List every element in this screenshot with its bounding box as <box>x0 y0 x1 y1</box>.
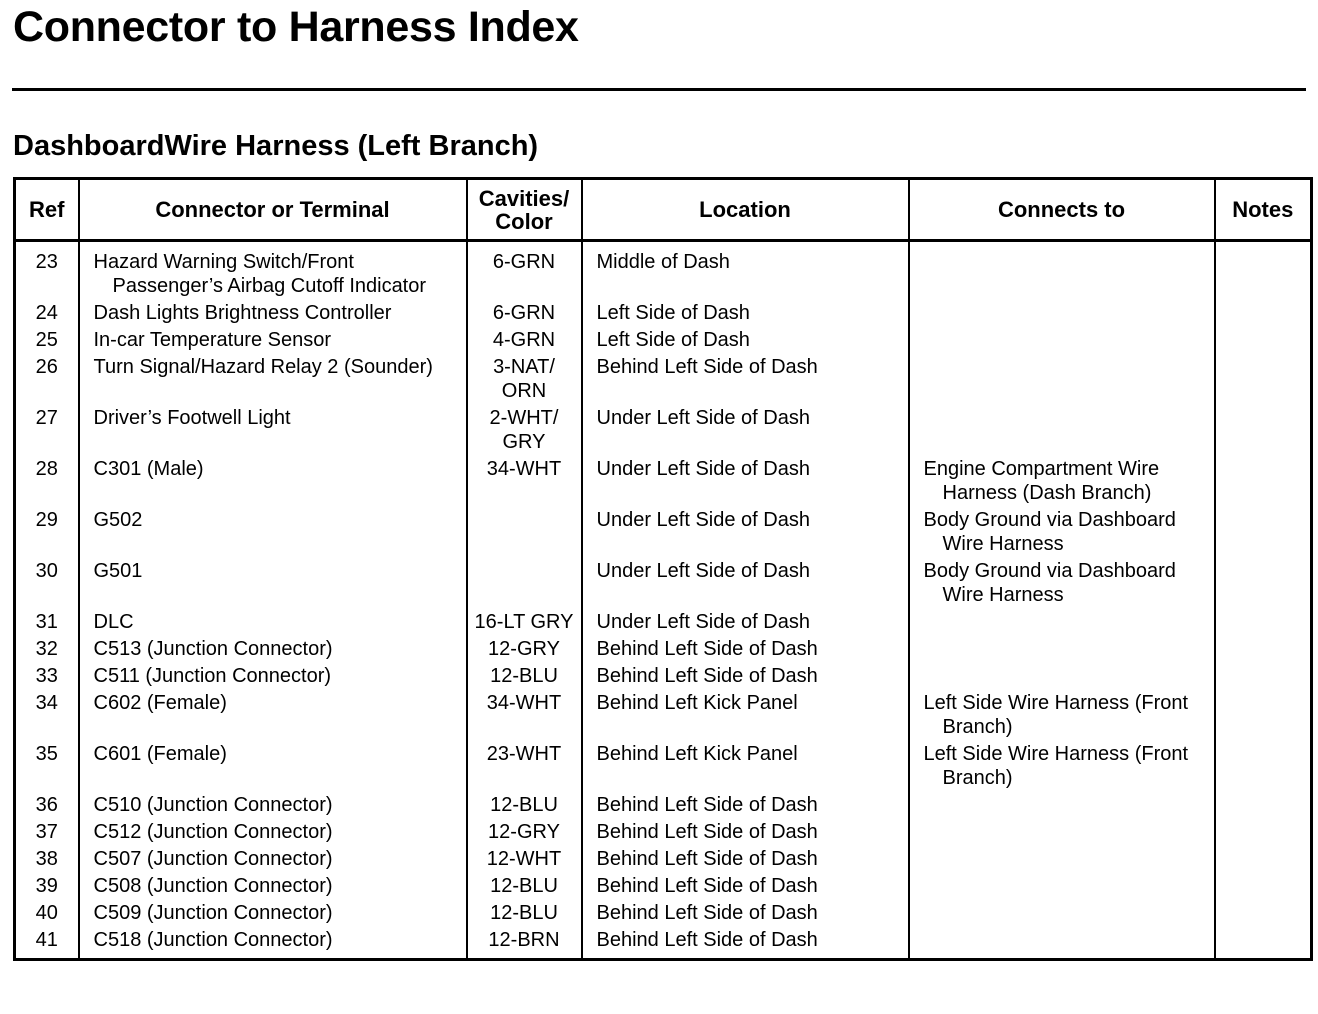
header-location: Location <box>582 179 909 241</box>
cell-notes <box>1215 874 1312 901</box>
cell-cavities <box>467 406 582 457</box>
header-notes: Notes <box>1215 179 1312 241</box>
cell-connector-text: Turn Signal/Hazard Relay 2 (Sounder) <box>93 356 433 378</box>
cell-connects-to-text: Body Ground via Dashboard Wire Harness <box>923 560 1176 606</box>
cell-connector-text: C511 (Junction Connector) <box>93 665 332 687</box>
table-row <box>15 691 1312 742</box>
cell-cavities <box>467 793 582 820</box>
cell-ref <box>15 928 79 960</box>
cell-connects-to <box>909 328 1215 355</box>
cell-connects-to <box>909 847 1215 874</box>
cell-connector <box>79 301 467 328</box>
cell-connects-to <box>909 355 1215 406</box>
cell-connects-to <box>909 637 1215 664</box>
cell-location <box>582 874 909 901</box>
cell-cavities-text: 12-GRY <box>488 821 560 843</box>
cell-connector <box>79 355 467 406</box>
table-row <box>15 457 1312 508</box>
cell-location <box>582 637 909 664</box>
section-title: DashboardWire Harness (Left Branch) <box>13 130 539 162</box>
cell-connector <box>79 328 467 355</box>
cell-cavities <box>467 928 582 960</box>
cell-connector <box>79 610 467 637</box>
cell-cavities-text: 6-GRN <box>492 302 556 324</box>
cell-location-text: Under Left Side of Dash <box>596 407 810 429</box>
cell-location <box>582 457 909 508</box>
cell-notes <box>1215 820 1312 847</box>
cell-location-text: Left Side of Dash <box>596 329 750 351</box>
cell-connector <box>79 901 467 928</box>
cell-cavities <box>467 610 582 637</box>
cell-cavities-text: 12-BRN <box>488 929 560 951</box>
cell-ref-text: 32 <box>35 638 58 660</box>
cell-location <box>582 301 909 328</box>
cell-notes <box>1215 241 1312 302</box>
cell-connector-text: G502 <box>93 509 143 531</box>
header-cavities <box>467 179 582 241</box>
cell-location-text: Behind Left Side of Dash <box>596 875 818 897</box>
cell-cavities <box>467 664 582 691</box>
cell-ref <box>15 406 79 457</box>
cell-connector-text: C508 (Junction Connector) <box>93 875 333 897</box>
cell-location <box>582 406 909 457</box>
table-header-row <box>15 179 1312 241</box>
cell-cavities-text: 6-GRN <box>492 251 556 273</box>
cell-location-text: Middle of Dash <box>596 251 730 273</box>
cell-cavities <box>467 301 582 328</box>
page-title: Connector to Harness Index <box>13 3 579 51</box>
cell-notes <box>1215 637 1312 664</box>
cell-cavities-text: 34-WHT <box>486 458 562 480</box>
cell-connects-to <box>909 301 1215 328</box>
cell-cavities <box>467 328 582 355</box>
cell-notes <box>1215 691 1312 742</box>
cell-location-text: Behind Left Side of Dash <box>596 821 818 843</box>
cell-location <box>582 691 909 742</box>
cell-cavities <box>467 457 582 508</box>
cell-ref-text: 28 <box>35 458 58 480</box>
cell-connects-to-text: Body Ground via Dashboard Wire Harness <box>923 509 1176 555</box>
cell-connects-to <box>909 820 1215 847</box>
cell-location <box>582 241 909 302</box>
cell-connector-text: Driver’s Footwell Light <box>93 407 291 429</box>
cell-ref <box>15 742 79 793</box>
cell-connects-to <box>909 874 1215 901</box>
cell-connector <box>79 691 467 742</box>
cell-connects-to <box>909 406 1215 457</box>
cell-ref <box>15 847 79 874</box>
cell-notes <box>1215 742 1312 793</box>
cell-location-text: Under Left Side of Dash <box>596 611 810 633</box>
cell-ref <box>15 508 79 559</box>
cell-location <box>582 742 909 793</box>
cell-ref-text: 24 <box>35 302 58 324</box>
cell-notes <box>1215 355 1312 406</box>
cell-location <box>582 508 909 559</box>
cell-location-text: Left Side of Dash <box>596 302 750 324</box>
cell-connector <box>79 793 467 820</box>
cell-ref <box>15 457 79 508</box>
cell-location <box>582 664 909 691</box>
cell-ref <box>15 901 79 928</box>
cell-ref-text: 37 <box>35 821 58 843</box>
cell-notes <box>1215 610 1312 637</box>
cell-cavities-text: 12-BLU <box>490 665 558 687</box>
cell-ref <box>15 355 79 406</box>
cell-cavities-text: 12-BLU <box>490 902 558 924</box>
cell-connects-to <box>909 901 1215 928</box>
table-row <box>15 406 1312 457</box>
cell-ref <box>15 241 79 302</box>
cell-cavities-text: 34-WHT <box>486 692 562 714</box>
table-row <box>15 874 1312 901</box>
cell-connector-text: C301 (Male) <box>93 458 204 480</box>
cell-cavities-text: 2-WHT/ GRY <box>489 407 559 453</box>
cell-connector-text: G501 <box>93 560 143 582</box>
cell-connector-text: C601 (Female) <box>93 743 227 765</box>
cell-connects-to <box>909 691 1215 742</box>
cell-ref-text: 34 <box>35 692 58 714</box>
cell-ref-text: 30 <box>35 560 58 582</box>
table-row <box>15 793 1312 820</box>
cell-location-text: Behind Left Side of Dash <box>596 794 818 816</box>
cell-ref-text: 33 <box>35 665 58 687</box>
header-connector: Connector or Terminal <box>79 179 467 241</box>
cell-ref-text: 29 <box>35 509 58 531</box>
cell-cavities-text: 4-GRN <box>492 329 556 351</box>
cell-cavities <box>467 508 582 559</box>
cell-cavities <box>467 691 582 742</box>
cell-ref <box>15 559 79 610</box>
cell-ref-text: 31 <box>35 611 58 633</box>
cell-connector-text: Hazard Warning Switch/Front Passenger’s Airbag Cutoff Indicator <box>93 251 427 297</box>
cell-connects-to <box>909 742 1215 793</box>
table-body <box>15 241 1312 960</box>
cell-connector-text: C513 (Junction Connector) <box>93 638 333 660</box>
cell-connects-to-text: Left Side Wire Harness (Front Branch) <box>923 743 1189 789</box>
cell-location-text: Behind Left Kick Panel <box>596 692 798 714</box>
cell-location-text: Under Left Side of Dash <box>596 509 810 531</box>
cell-connects-to <box>909 457 1215 508</box>
cell-connects-to-text: Left Side Wire Harness (Front Branch) <box>923 692 1189 738</box>
title-divider <box>12 88 1306 91</box>
cell-cavities-text: 3-NAT/ ORN <box>493 356 555 402</box>
cell-location-text: Behind Left Side of Dash <box>596 929 818 951</box>
table-row <box>15 355 1312 406</box>
cell-ref-text: 39 <box>35 875 58 897</box>
cell-connects-to <box>909 508 1215 559</box>
table-row <box>15 847 1312 874</box>
cell-connector-text: Dash Lights Brightness Controller <box>93 302 392 324</box>
table-row <box>15 508 1312 559</box>
cell-location-text: Behind Left Side of Dash <box>596 638 818 660</box>
cell-cavities <box>467 820 582 847</box>
cell-location-text: Behind Left Side of Dash <box>596 665 818 687</box>
cell-connects-to <box>909 241 1215 302</box>
table-row <box>15 610 1312 637</box>
cell-location <box>582 559 909 610</box>
table-row <box>15 901 1312 928</box>
cell-connector <box>79 742 467 793</box>
cell-connects-to <box>909 664 1215 691</box>
cell-ref-text: 36 <box>35 794 58 816</box>
cell-connector-text: C512 (Junction Connector) <box>93 821 333 843</box>
cell-location <box>582 355 909 406</box>
cell-connector-text: In-car Temperature Sensor <box>93 329 332 351</box>
cell-ref <box>15 610 79 637</box>
table-row <box>15 928 1312 960</box>
cell-connector <box>79 928 467 960</box>
cell-connector <box>79 664 467 691</box>
table-row <box>15 820 1312 847</box>
cell-ref-text: 23 <box>35 251 58 273</box>
cell-location-text: Behind Left Side of Dash <box>596 356 818 378</box>
header-cavities-line2: Color <box>495 208 553 234</box>
cell-ref-text: 40 <box>35 902 58 924</box>
cell-connects-to <box>909 610 1215 637</box>
cell-connector-text: C602 (Female) <box>93 692 227 714</box>
cell-cavities-text: 12-GRY <box>488 638 560 660</box>
cell-ref <box>15 820 79 847</box>
cell-notes <box>1215 508 1312 559</box>
table-row <box>15 742 1312 793</box>
cell-notes <box>1215 328 1312 355</box>
header-ref: Ref <box>15 179 79 241</box>
cell-connector <box>79 241 467 302</box>
cell-location <box>582 610 909 637</box>
cell-cavities <box>467 241 582 302</box>
cell-location <box>582 847 909 874</box>
cell-connector <box>79 847 467 874</box>
cell-connects-to <box>909 559 1215 610</box>
cell-ref-text: 35 <box>35 743 58 765</box>
table-row <box>15 559 1312 610</box>
cell-notes <box>1215 664 1312 691</box>
cell-cavities-text: 12-BLU <box>490 875 558 897</box>
cell-connector-text: C510 (Junction Connector) <box>93 794 333 816</box>
cell-ref <box>15 793 79 820</box>
table-row <box>15 664 1312 691</box>
cell-connector <box>79 406 467 457</box>
cell-cavities <box>467 847 582 874</box>
cell-cavities-text: 23-WHT <box>486 743 562 765</box>
table-row <box>15 241 1312 302</box>
cell-cavities <box>467 874 582 901</box>
cell-connector <box>79 874 467 901</box>
cell-connector <box>79 637 467 664</box>
cell-notes <box>1215 559 1312 610</box>
cell-ref <box>15 874 79 901</box>
cell-location <box>582 820 909 847</box>
cell-ref-text: 38 <box>35 848 58 870</box>
cell-notes <box>1215 847 1312 874</box>
cell-ref-text: 26 <box>35 356 58 378</box>
table-row <box>15 328 1312 355</box>
cell-connector-text: C518 (Junction Connector) <box>93 929 333 951</box>
header-connects-to: Connects to <box>909 179 1215 241</box>
cell-location <box>582 793 909 820</box>
cell-notes <box>1215 928 1312 960</box>
cell-cavities <box>467 355 582 406</box>
cell-cavities <box>467 901 582 928</box>
cell-location-text: Under Left Side of Dash <box>596 560 810 582</box>
cell-connector <box>79 820 467 847</box>
cell-location-text: Under Left Side of Dash <box>596 458 810 480</box>
cell-location <box>582 328 909 355</box>
table-row <box>15 301 1312 328</box>
cell-notes <box>1215 457 1312 508</box>
header-cavities-line1: Cavities/ <box>478 185 570 211</box>
cell-ref <box>15 301 79 328</box>
table-row <box>15 637 1312 664</box>
cell-cavities-text: 12-BLU <box>490 794 558 816</box>
cell-connects-to <box>909 793 1215 820</box>
cell-notes <box>1215 793 1312 820</box>
cell-notes <box>1215 301 1312 328</box>
cell-cavities <box>467 742 582 793</box>
connector-index-table <box>13 177 1313 961</box>
cell-ref-text: 27 <box>35 407 58 429</box>
cell-cavities-text: 12-WHT <box>486 848 562 870</box>
cell-connector-text: C507 (Junction Connector) <box>93 848 333 870</box>
cell-connector <box>79 457 467 508</box>
cell-connector-text: C509 (Junction Connector) <box>93 902 333 924</box>
cell-location-text: Behind Left Side of Dash <box>596 902 818 924</box>
cell-location <box>582 928 909 960</box>
cell-cavities <box>467 559 582 610</box>
cell-ref-text: 25 <box>35 329 58 351</box>
cell-notes <box>1215 406 1312 457</box>
cell-connector <box>79 508 467 559</box>
cell-location <box>582 901 909 928</box>
cell-ref <box>15 664 79 691</box>
cell-connector <box>79 559 467 610</box>
cell-location-text: Behind Left Side of Dash <box>596 848 818 870</box>
cell-cavities-text: 16-LT GRY <box>474 611 574 633</box>
cell-ref <box>15 691 79 742</box>
cell-ref <box>15 637 79 664</box>
cell-location-text: Behind Left Kick Panel <box>596 743 798 765</box>
cell-ref <box>15 328 79 355</box>
cell-connects-to <box>909 928 1215 960</box>
cell-ref-text: 41 <box>35 929 58 951</box>
cell-notes <box>1215 901 1312 928</box>
cell-connector-text: DLC <box>93 611 134 633</box>
cell-connects-to-text: Engine Compartment Wire Harness (Dash Branch) <box>923 458 1160 504</box>
cell-cavities <box>467 637 582 664</box>
